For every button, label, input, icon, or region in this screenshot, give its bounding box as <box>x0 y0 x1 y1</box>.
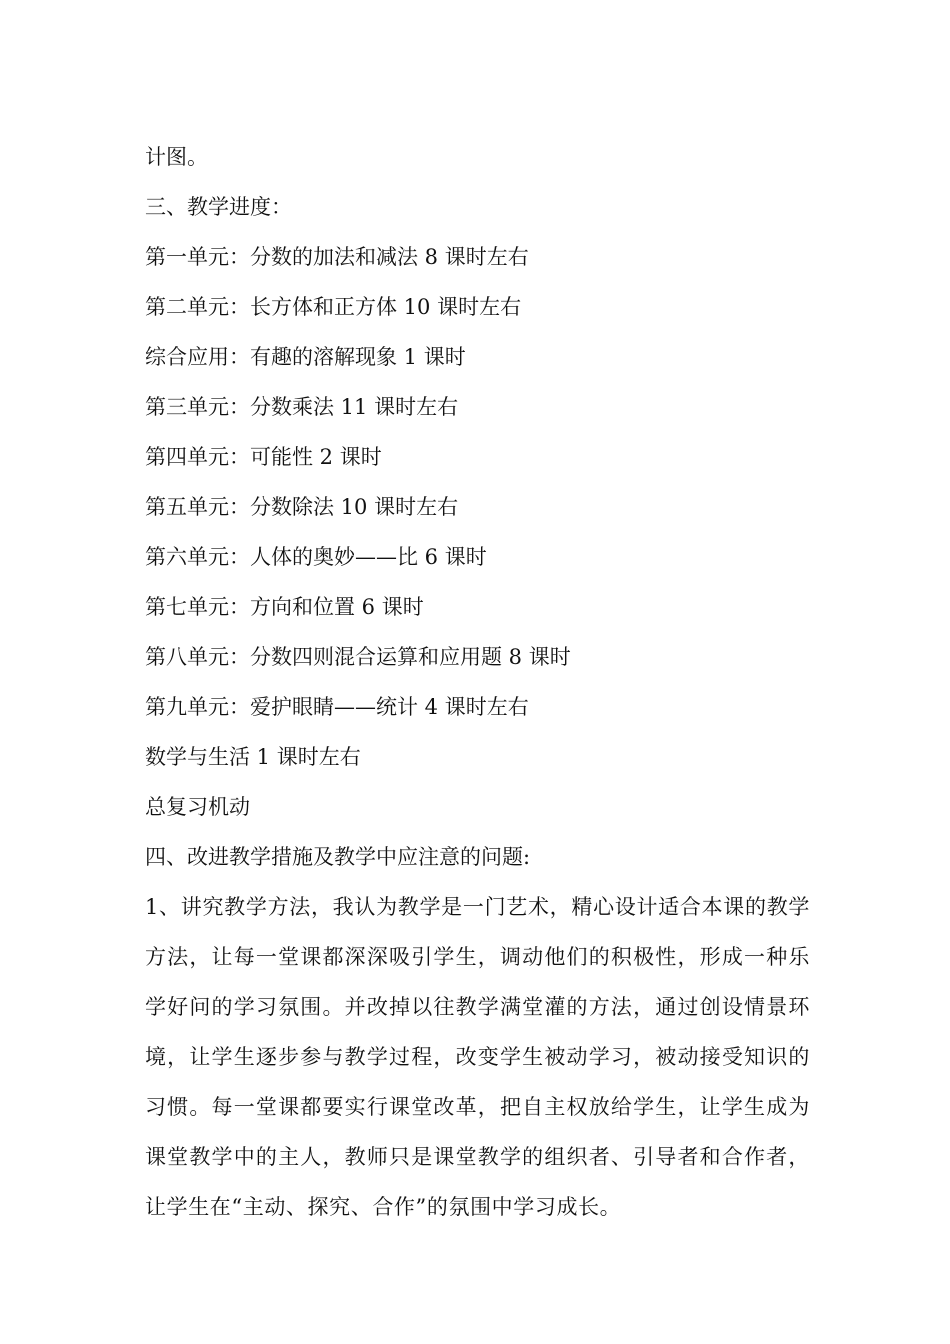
schedule-item-unit-7: 第七单元：方向和位置 6 课时 <box>145 595 424 619</box>
schedule-item-application: 综合应用：有趣的溶解现象 1 课时 <box>145 345 466 369</box>
schedule-item-unit-8: 第八单元：分数四则混合运算和应用题 8 课时 <box>145 645 571 669</box>
paragraph-teaching-methods: 1、讲究教学方法，我认为教学是一门艺术，精心设计适合本课的教学方法，让每一堂课都深深吸引学生，调动他们的积极性，形成一种乐学好问的学习氛围。并改掉以往教学满堂灌的方法，通过创设情景环境，让学生逐步参与教学过程，改变学生被动学习，被动接受知识的习惯。每一堂课都要实行课堂改革，把自主权放给学生，让学生成为课堂教学中的主人，教师只是课堂教学的组织者、引导者和合作者，让学生在“主动、探究、合作”的氛围中学习成长。 <box>145 895 810 1219</box>
schedule-item-unit-6: 第六单元：人体的奥妙——比 6 课时 <box>145 545 487 569</box>
schedule-item-unit-4: 第四单元：可能性 2 课时 <box>145 445 382 469</box>
schedule-item-unit-1: 第一单元：分数的加法和减法 8 课时左右 <box>145 245 529 269</box>
schedule-item-unit-2: 第二单元：长方体和正方体 10 课时左右 <box>145 295 522 319</box>
schedule-item-review: 总复习机动 <box>145 795 250 819</box>
schedule-item-unit-3: 第三单元：分数乘法 11 课时左右 <box>145 395 459 419</box>
text-line-continuation: 计图。 <box>145 145 208 169</box>
document-body <box>145 132 810 1232</box>
schedule-item-math-life: 数学与生活 1 课时左右 <box>145 745 361 769</box>
schedule-item-unit-5: 第五单元：分数除法 10 课时左右 <box>145 495 459 519</box>
schedule-item-unit-9: 第九单元：爱护眼睛——统计 4 课时左右 <box>145 695 529 719</box>
section-heading-measures: 四、改进教学措施及教学中应注意的问题: <box>145 845 531 869</box>
section-heading-schedule: 三、教学进度： <box>145 195 292 219</box>
